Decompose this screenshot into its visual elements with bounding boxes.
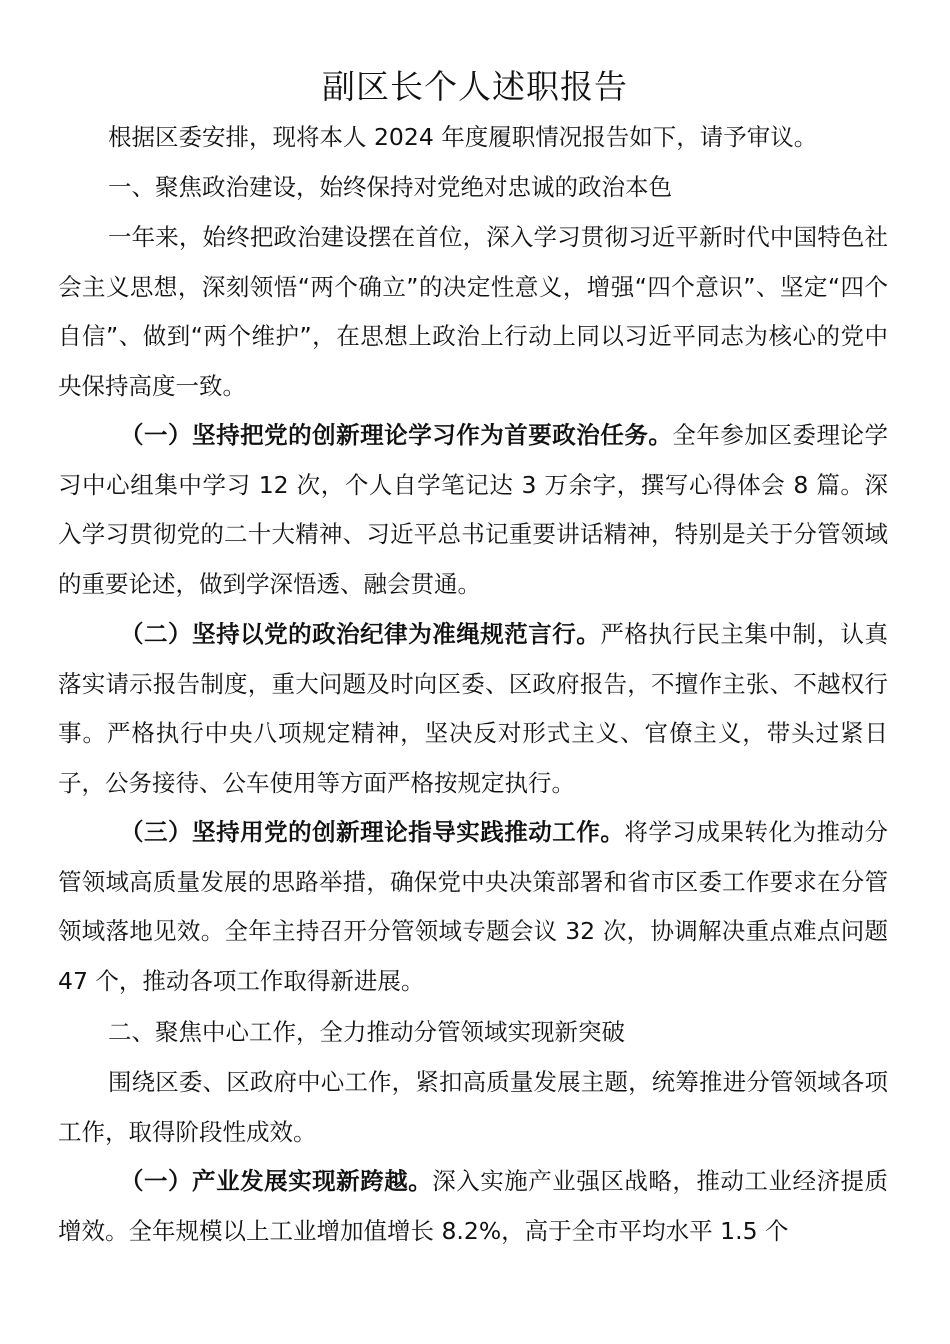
section1-item-3-lead: （三）坚持用党的创新理论指导实践推动工作。	[120, 818, 625, 846]
section1-item-2-text: 严格执行民主集中制，认真落实请示报告制度，重大问题及时向区委、区政府报告，不擅作主张、不越权行事。严格执行中央八项规定精神，坚决反对形式主义、官僚主义，带头过紧日子，公务接待、公车使用等方面严格按规定执行。	[58, 620, 889, 797]
section2-item-1-lead: （一）产业发展实现新跨越。	[120, 1167, 433, 1195]
section1-item-3-text: 将学习成果转化为推动分管领域高质量发展的思路举措，确保党中央决策部署和省市区委工作要求在分管领域落地见效。全年主持召开分管领域专题会议 32 次，协调解决重点难点问题 47 个，推动各项工作取得新进展。	[58, 818, 889, 995]
section1-item-1-lead: （一）坚持把党的创新理论学习作为首要政治任务。	[120, 421, 673, 449]
section1-item-2	[58, 610, 888, 808]
section-summary-2: 围绕区委、区政府中心工作，紧扣高质量发展主题，统筹推进分管领域各项工作，取得阶段性成效。	[58, 1068, 888, 1146]
document-title: 副区长个人述职报告	[322, 67, 628, 106]
section2-item-1-text: 深入实施产业强区战略，推动工业经济提质增效。全年规模以上工业增加值增长 8.2%，高于全市平均水平 1.5 个	[58, 1167, 889, 1245]
section2-item-1	[58, 1157, 888, 1256]
section1-item-3	[58, 808, 888, 1006]
section1-item-1-text: 全年参加区委理论学习中心组集中学习 12 次，个人自学笔记达 3 万余字，撰写心得体会 8 篇。深入学习贯彻党的二十大精神、习近平总书记重要讲话精神，特别是关于分管领域的重要论述，做到学深悟透、融会贯通。	[58, 421, 889, 598]
section1-item-2-lead: （二）坚持以党的政治纪律为准绳规范言行。	[120, 620, 601, 648]
section-summary-1: 一年来，始终把政治建设摆在首位，深入学习贯彻习近平新时代中国特色社会主义思想，深刻领悟“两个确立”的决定性意义，增强“四个意识”、坚定“四个自信”、做到“两个维护”，在思想上政治上行动上同以习近平同志为核心的党中央保持高度一致。	[58, 223, 888, 400]
intro-paragraph: 根据区委安排，现将本人 2024 年度履职情况报告如下，请予审议。	[108, 123, 818, 151]
section-heading-2: 二、聚焦中心工作，全力推动分管领域实现新突破	[108, 1018, 625, 1046]
section1-item-1	[58, 411, 888, 609]
section-heading-1: 一、聚焦政治建设，始终保持对党绝对忠诚的政治本色	[108, 173, 672, 201]
